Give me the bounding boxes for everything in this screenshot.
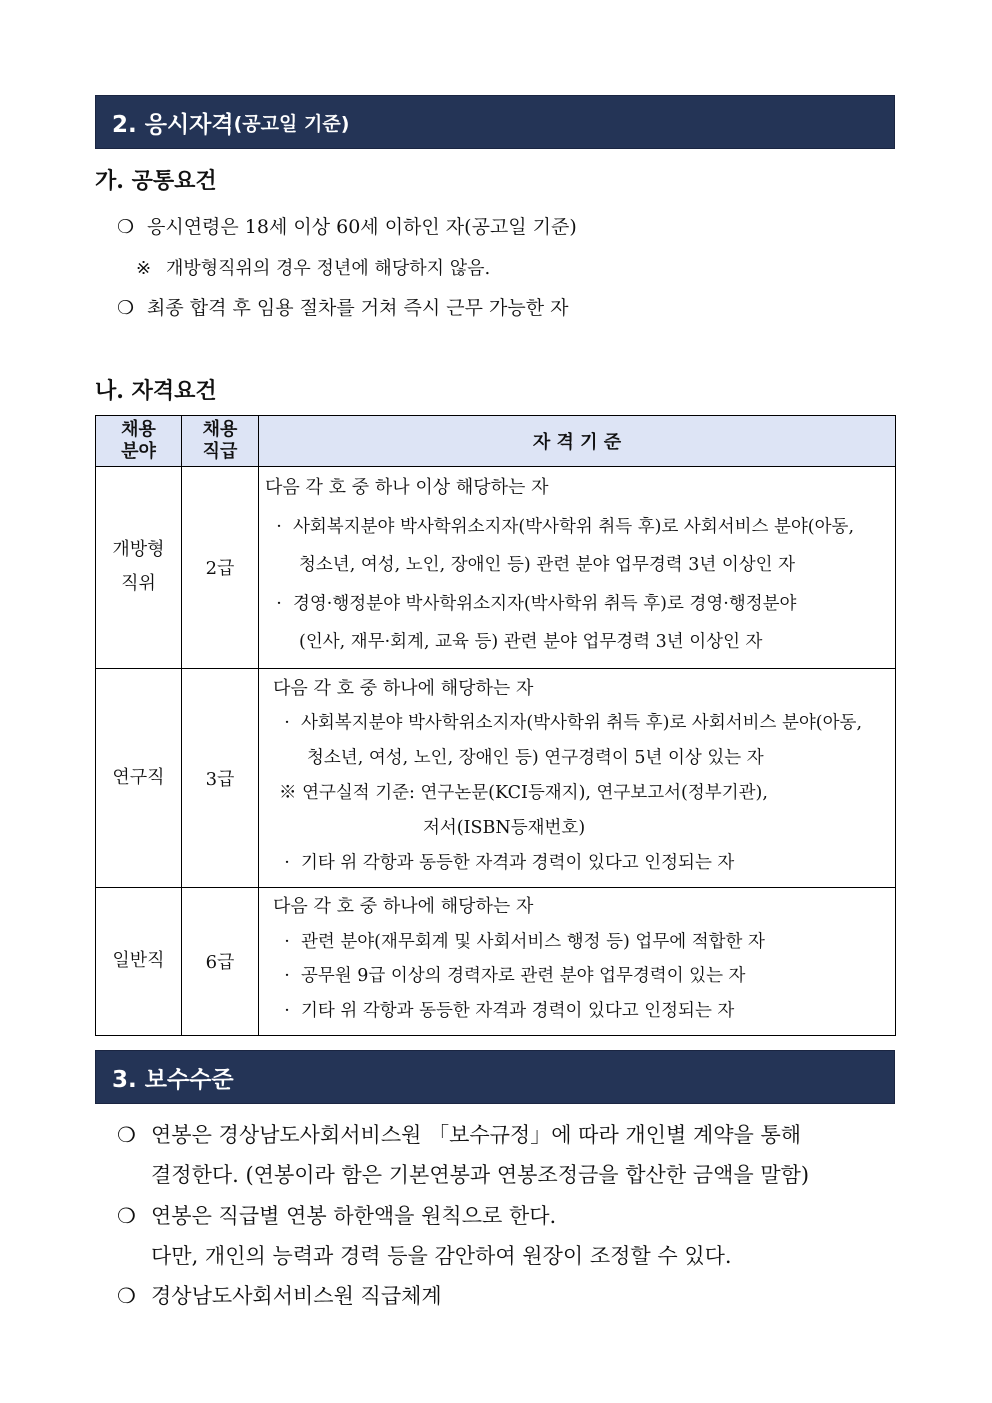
circle-bullet-icon: ❍ <box>117 1284 136 1308</box>
pay-item-contract-cont: 결정한다. (연봉이라 함은 기본연봉과 연봉조정금을 합산한 금액을 말함) <box>151 1163 810 1187</box>
row-criteria <box>259 887 896 1035</box>
common-requirements-heading: 가. 공통요건 <box>95 168 217 194</box>
criteria-bullet: · 사회복지분야 박사학위소지자(박사학위 취득 후)로 사회서비스 분야(아동, <box>265 508 891 547</box>
row-criteria <box>259 668 896 887</box>
qualification-heading: 나. 자격요건 <box>95 378 217 404</box>
criteria-bullet: · 공무원 9급 이상의 경력자로 관련 분야 업무경력이 있는 자 <box>273 959 891 994</box>
criteria-bullet: · 관련 분야(재무회계 및 사회서비스 행정 등) 업무에 적합한 자 <box>273 925 891 960</box>
section-2-subtitle: (공고일 기준) <box>233 112 350 135</box>
criteria-note: ※ 연구실적 기준: 연구논문(KCI등재지), 연구보고서(정부기관), <box>279 782 768 803</box>
dot-bullet-icon: · <box>284 1000 290 1021</box>
dot-bullet-icon: · <box>276 516 282 537</box>
circle-bullet-icon: ❍ <box>117 216 135 238</box>
dot-bullet-icon: · <box>276 593 282 614</box>
common-note-retirement: ※ 개방형직위의 경우 정년에 해당하지 않음. <box>136 258 491 279</box>
row-grade: 3급 <box>182 668 259 887</box>
table-row <box>96 668 896 887</box>
row-field: 연구직 <box>96 668 182 887</box>
criteria-bullet: · 사회복지분야 박사학위소지자(박사학위 취득 후)로 사회서비스 분야(아동, <box>273 706 891 741</box>
section-2-header <box>95 95 895 149</box>
header-criteria: 자 격 기 준 <box>259 416 896 467</box>
pay-item-contract: ❍ 연봉은 경상남도사회서비스원 「보수규정」에 따라 개인별 계약을 통해 <box>117 1123 802 1147</box>
table-header-row <box>96 416 896 467</box>
dot-bullet-icon: · <box>284 931 290 952</box>
criteria-note-cont: 저서(ISBN등재번호) <box>423 817 586 838</box>
pay-item-minimum-cont: 다만, 개인의 능력과 경력 등을 감안하여 원장이 조정할 수 있다. <box>151 1244 732 1268</box>
criteria-bullet-cont: (인사, 재무·회계, 교육 등) 관련 분야 업무경력 3년 이상인 자 <box>299 632 763 652</box>
row-field: 개방형 직위 <box>96 467 182 669</box>
table-row <box>96 887 896 1035</box>
section-3-header <box>95 1050 895 1104</box>
row-criteria <box>259 467 896 669</box>
section-3-title: 3. 보수수준 <box>112 1066 234 1093</box>
circle-bullet-icon: ❍ <box>117 297 135 319</box>
criteria-intro: 다음 각 호 중 하나 이상 해당하는 자 <box>265 477 549 498</box>
criteria-intro: 다음 각 호 중 하나에 해당하는 자 <box>273 896 534 917</box>
qualification-table <box>95 415 896 1036</box>
section-2-title: 2. 응시자격 <box>112 111 234 138</box>
reference-mark-icon: ※ <box>136 258 152 279</box>
row-grade: 2급 <box>182 467 259 669</box>
criteria-bullet: · 기타 위 각항과 동등한 자격과 경력이 있다고 인정되는 자 <box>273 994 891 1029</box>
dot-bullet-icon: · <box>284 966 290 986</box>
dot-bullet-icon: · <box>284 712 290 733</box>
row-field: 일반직 <box>96 887 182 1035</box>
circle-bullet-icon: ❍ <box>117 1123 136 1147</box>
pay-item-minimum: ❍ 연봉은 직급별 연봉 하한액을 원칙으로 한다. <box>117 1204 557 1228</box>
criteria-bullet-cont: 청소년, 여성, 노인, 장애인 등) 연구경력이 5년 이상 있는 자 <box>307 747 764 768</box>
common-item-availability: ❍ 최종 합격 후 임용 절차를 거쳐 즉시 근무 가능한 자 <box>117 297 569 319</box>
criteria-bullet: · 경영·행정분야 박사학위소지자(박사학위 취득 후)로 경영·행정분야 <box>265 585 891 624</box>
pay-item-grade-system: ❍ 경상남도사회서비스원 직급체계 <box>117 1284 442 1308</box>
header-grade: 채용 직급 <box>182 416 259 467</box>
row-grade: 6급 <box>182 887 259 1035</box>
criteria-intro: 다음 각 호 중 하나에 해당하는 자 <box>273 677 534 699</box>
dot-bullet-icon: · <box>284 852 290 873</box>
header-field: 채용 분야 <box>96 416 182 467</box>
criteria-bullet: · 기타 위 각항과 동등한 자격과 경력이 있다고 인정되는 자 <box>273 846 891 881</box>
criteria-bullet-cont: 청소년, 여성, 노인, 장애인 등) 관련 분야 업무경력 3년 이상인 자 <box>299 555 795 575</box>
common-item-age: ❍ 응시연령은 18세 이상 60세 이하인 자(공고일 기준) <box>117 216 577 238</box>
table-row <box>96 467 896 669</box>
circle-bullet-icon: ❍ <box>117 1204 136 1228</box>
